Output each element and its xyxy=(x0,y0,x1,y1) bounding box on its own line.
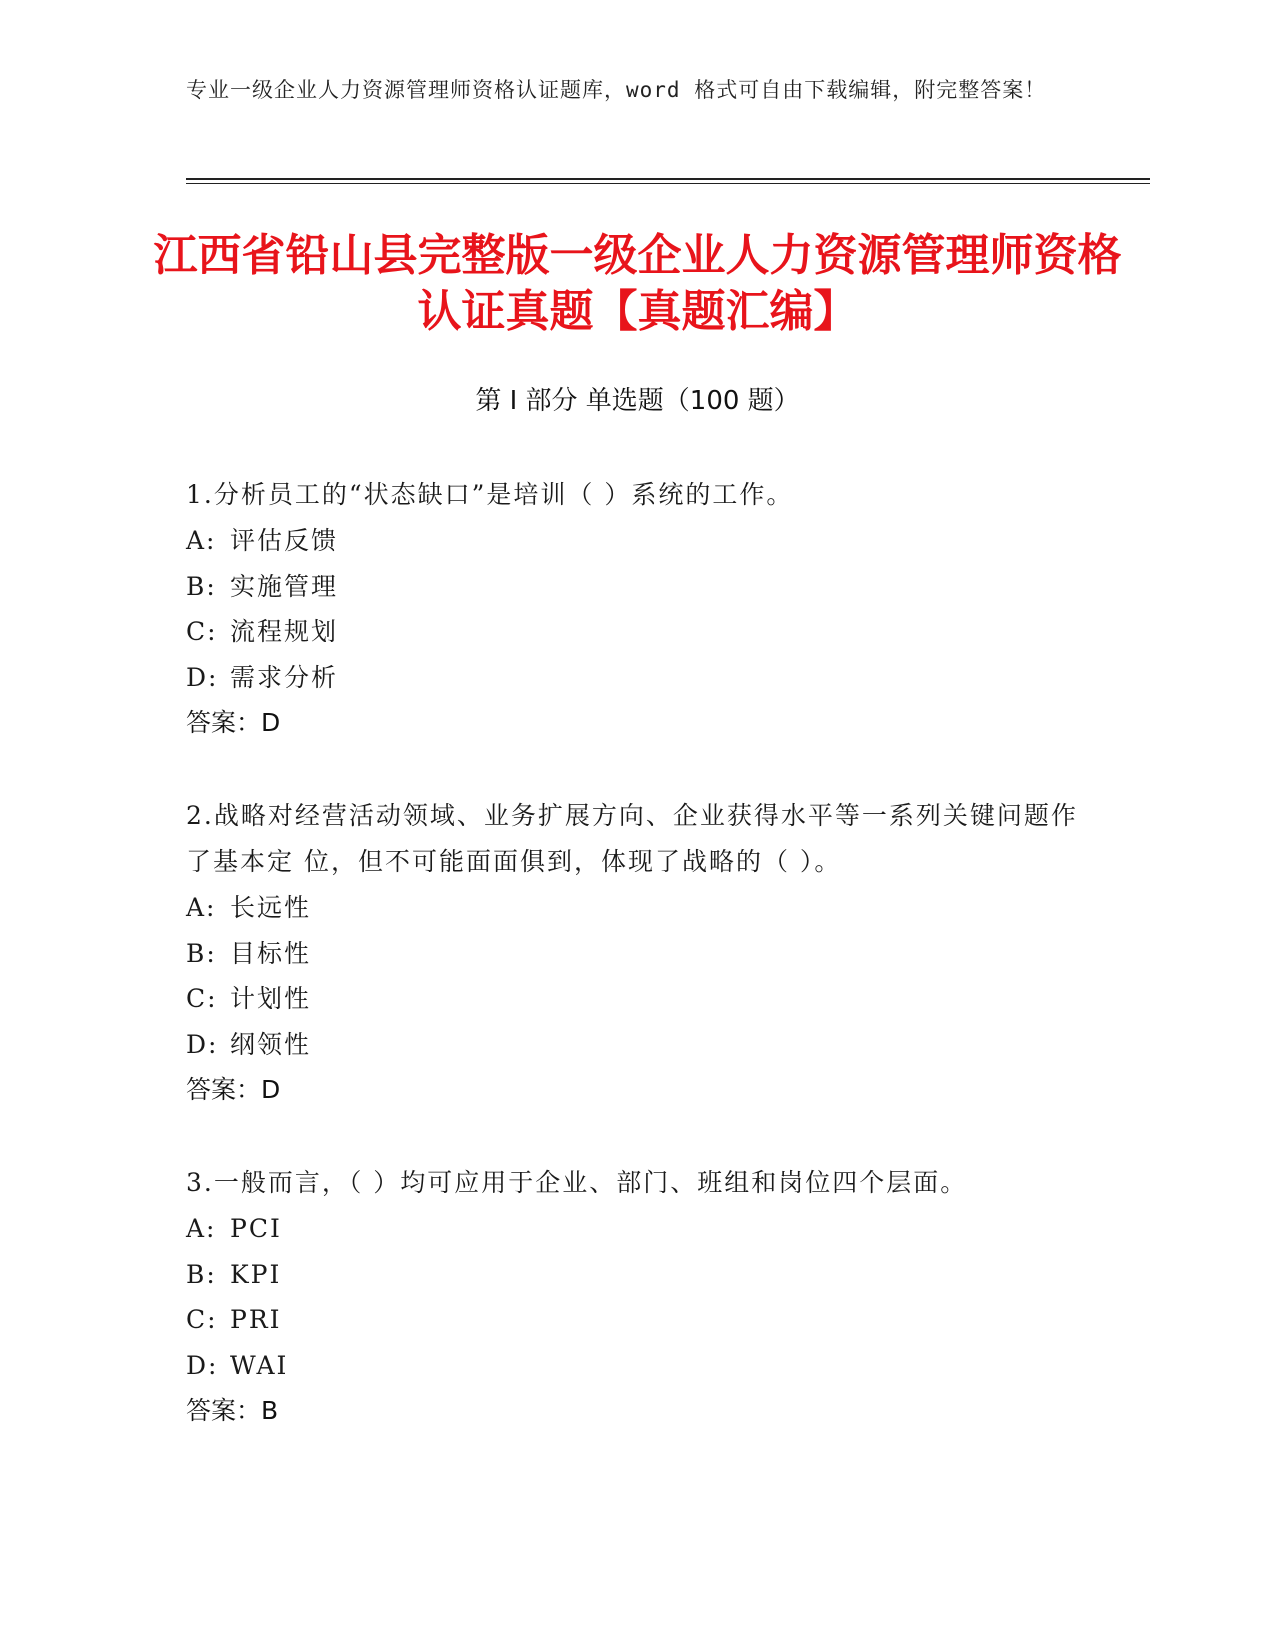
option-text: 评估反馈 xyxy=(230,526,339,555)
question-list xyxy=(186,472,1086,1481)
option-text: PRI xyxy=(230,1305,282,1334)
option-text: 流程规划 xyxy=(230,617,339,646)
question-3 xyxy=(186,1160,1086,1433)
option-a xyxy=(186,885,1086,931)
option-letter: A: xyxy=(186,526,217,555)
answer-line: 答案：B xyxy=(186,1396,279,1425)
option-d xyxy=(186,1343,1086,1389)
option-b xyxy=(186,564,1086,610)
option-a xyxy=(186,518,1086,564)
option-d xyxy=(186,655,1086,701)
option-letter: C: xyxy=(186,984,218,1013)
question-stem: 3.一般而言，（ ）均可应用于企业、部门、班组和岗位四个层面。 xyxy=(186,1168,968,1197)
option-b xyxy=(186,1252,1086,1298)
answer-line: 答案：D xyxy=(186,708,281,737)
option-letter: B: xyxy=(186,1259,217,1289)
question-stem: 2.战略对经营活动领域、业务扩展方向、企业获得水平等一系列关键问题作了基本定 位，但不可能面面俱到，体现了战略的（ ）。 xyxy=(186,801,1078,876)
option-letter: B: xyxy=(186,938,217,968)
header-note: 专业一级企业人力资源管理师资格认证题库，word 格式可自由下载编辑，附完整答案！ xyxy=(186,78,1047,102)
option-c xyxy=(186,609,1086,655)
option-letter: D: xyxy=(186,662,219,692)
option-d xyxy=(186,1022,1086,1068)
option-letter: D: xyxy=(186,1350,219,1380)
option-text: 目标性 xyxy=(230,938,312,968)
header-divider-thin xyxy=(186,183,1150,184)
option-c xyxy=(186,976,1086,1022)
option-c xyxy=(186,1297,1086,1343)
question-stem: 1.分析员工的“状态缺口”是培训（ ）系统的工作。 xyxy=(186,480,794,509)
option-letter: A: xyxy=(186,893,217,922)
option-letter: B: xyxy=(186,571,217,601)
option-letter: A: xyxy=(186,1214,217,1243)
option-text: 长远性 xyxy=(230,893,312,922)
document-title: 江西省铅山县完整版一级企业人力资源管理师资格认证真题【真题汇编】 xyxy=(153,230,1122,337)
option-text: PCI xyxy=(230,1214,282,1243)
option-text: 纲领性 xyxy=(230,1029,312,1059)
option-text: 实施管理 xyxy=(230,571,339,601)
option-text: WAI xyxy=(230,1350,289,1380)
option-letter: D: xyxy=(186,1029,219,1059)
option-text: 计划性 xyxy=(230,984,312,1013)
question-2 xyxy=(186,793,1086,1112)
option-letter: C: xyxy=(186,617,218,646)
option-b xyxy=(186,931,1086,977)
option-letter: C: xyxy=(186,1305,218,1334)
option-a xyxy=(186,1206,1086,1252)
question-1 xyxy=(186,472,1086,745)
header-divider-thick xyxy=(186,178,1150,180)
option-text: KPI xyxy=(230,1259,282,1289)
option-text: 需求分析 xyxy=(230,662,339,692)
section-title: 第 I 部分 单选题（100 题） xyxy=(475,386,800,416)
answer-line: 答案：D xyxy=(186,1075,281,1104)
